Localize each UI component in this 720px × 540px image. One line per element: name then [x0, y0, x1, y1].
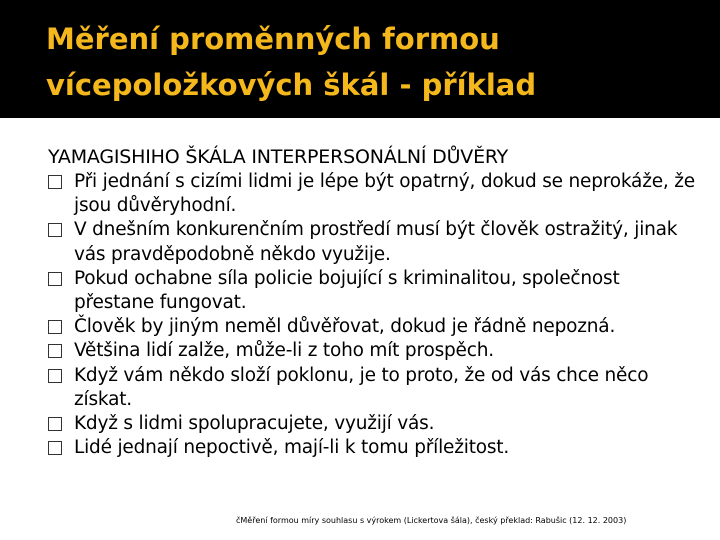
checkbox-square-icon — [48, 320, 62, 334]
list-item — [48, 436, 698, 460]
list-item-text: Pokud ochabne síla policie bojující s kriminalitou, společnost přestane fungovat. — [74, 267, 620, 314]
list-item-text: Při jednání s cizími lidmi je lépe být opatrný, dokud se neprokáže, že jsou důvěryhodní. — [74, 171, 695, 217]
list-item-text: Většina lidí zalže, může-li z toho mít prospěch. — [74, 340, 494, 362]
scale-items-list — [48, 170, 698, 460]
list-item-text: Když vám někdo složí poklonu, je to proto, že od vás chce něco získat. — [74, 364, 649, 410]
list-item — [48, 412, 698, 436]
title-bar — [0, 0, 720, 118]
list-item-text: V dnešním konkurenčním prostředí musí být člověk ostražitý, jinak vás pravděpodobně někdo využije. — [74, 219, 678, 265]
slide-title — [46, 16, 706, 108]
list-item — [48, 218, 698, 266]
scale-heading: YAMAGISHIHO ŠKÁLA INTERPERSONÁLNÍ DŮVĚRY — [48, 146, 509, 168]
list-item — [48, 339, 698, 363]
list-item-text: Když s lidmi spolupracujete, využijí vás. — [74, 413, 435, 435]
checkbox-square-icon — [48, 441, 62, 455]
slide-content — [48, 144, 698, 460]
checkbox-square-icon — [48, 272, 62, 286]
checkbox-square-icon — [48, 417, 62, 431]
list-item-text: Lidé jednají nepoctivě, mají-li k tomu příležitost. — [74, 437, 510, 459]
list-item — [48, 315, 698, 339]
checkbox-square-icon — [48, 175, 62, 189]
list-item — [48, 267, 698, 315]
slide-title-line-1: Měření proměnných formou — [46, 22, 500, 56]
list-item — [48, 364, 698, 412]
list-item — [48, 170, 698, 218]
checkbox-square-icon — [48, 223, 62, 237]
slide-title-line-2: vícepoložkových škál - příklad — [46, 68, 537, 102]
source-footnote: čMěření formou míry souhlasu s výrokem (Lickertova šála), český překlad: Rabušic (12. 12. 2003) — [236, 516, 627, 525]
checkbox-square-icon — [48, 369, 62, 383]
checkbox-square-icon — [48, 344, 62, 358]
list-item-text: Člověk by jiným neměl důvěřovat, dokud je řádně nepozná. — [74, 316, 616, 338]
